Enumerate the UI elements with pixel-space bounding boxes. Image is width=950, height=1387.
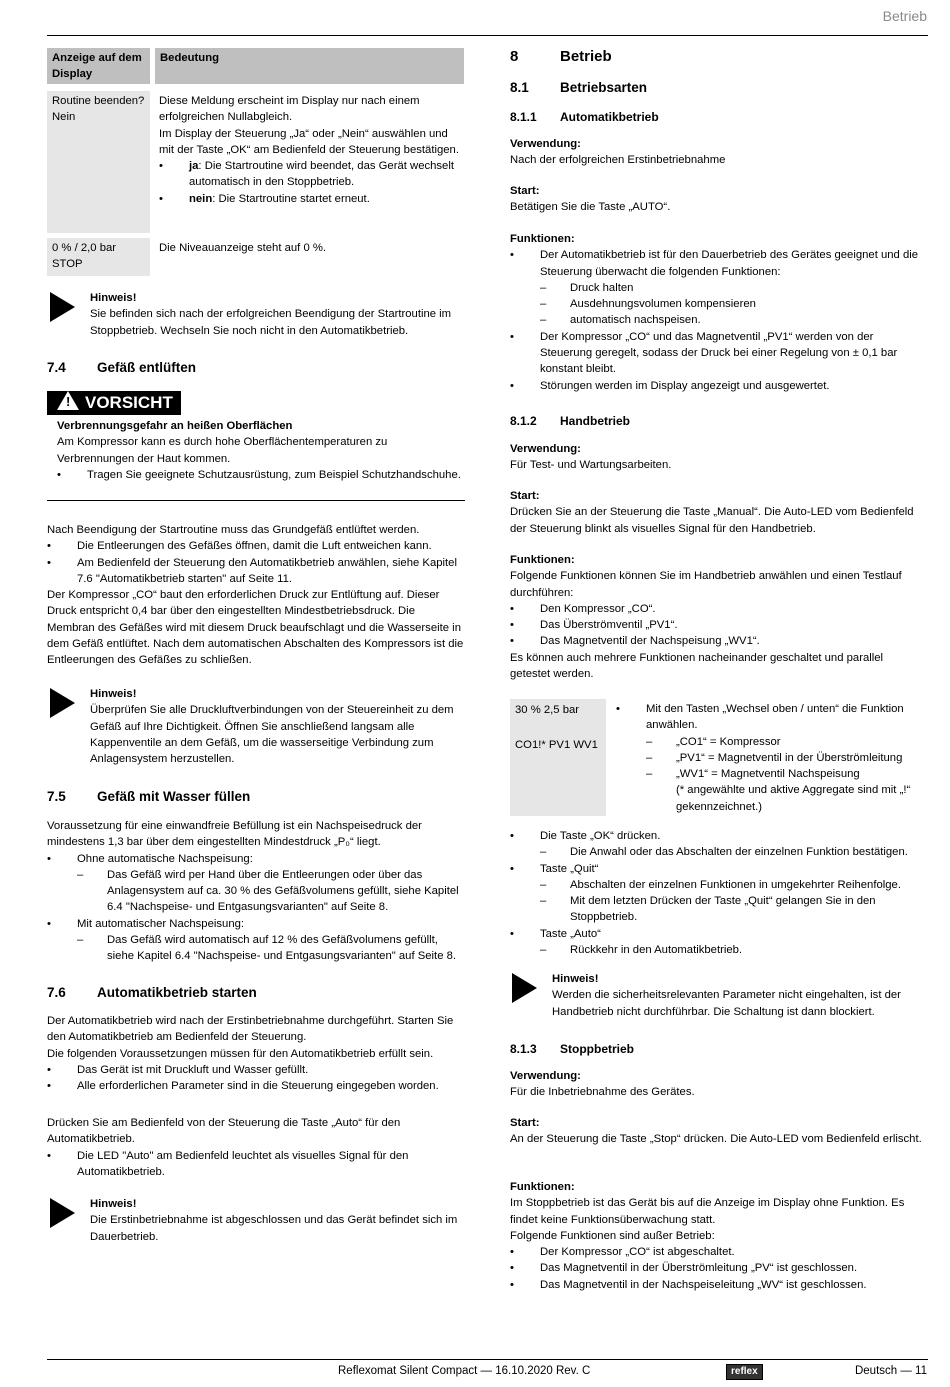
list-item: • Das Magnetventil der Nachspeisung „WV1“. — [510, 633, 924, 649]
section-heading-7-6: 7.6 Automatikbetrieb starten — [47, 985, 257, 1000]
section-heading-8-1: 8.1 Betriebsarten — [510, 80, 648, 95]
manual-functions — [510, 552, 924, 682]
list-item: • Mit den Tasten „Wechsel oben / unten“ die Funktion anwählen. — [616, 701, 922, 734]
label-verwendung: Verwendung: — [510, 1070, 581, 1082]
list-item: • Alle erforderlichen Parameter sind in die Steuerung eingegeben worden. — [47, 1078, 465, 1094]
sub-list-item: – Das Gefäß wird automatisch auf 12 % des Gefäßvolumens gefüllt, siehe Kapitel 6.4 "Nachspeise- und Entgasungsvarianten" auf Seite 8. — [47, 932, 465, 965]
list-item: • Das Gerät ist mit Druckluft und Wasser gefüllt. — [47, 1062, 465, 1078]
paragraph: Für die Inbetriebnahme des Gerätes. — [510, 1086, 695, 1099]
manual-use — [510, 441, 924, 474]
note-arrow-icon — [512, 973, 537, 1003]
list-item: • Der Kompressor „CO“ ist abgeschaltet. — [510, 1244, 924, 1260]
footer-rule — [47, 1359, 928, 1360]
manual-keys — [510, 828, 924, 958]
table-text: Diese Meldung erscheint im Display nur nach einem erfolgreichen Nullabgleich. — [159, 95, 420, 124]
auto-start — [510, 183, 924, 216]
paragraph: Im Stoppbetrieb ist das Gerät bis auf die Anzeige im Display ohne Funktion. Es findet keine Funktionsüberwachung statt. — [510, 1197, 905, 1226]
bold-term: nein — [189, 192, 213, 205]
section-7-6-body — [47, 1013, 465, 1094]
list-item: • Tragen Sie geeignete Schutzausrüstung, zum Beispiel Schutzhandschuhe. — [57, 467, 462, 483]
footer-document: Reflexomat Silent Compact — 16.10.2020 Rev. C — [338, 1365, 591, 1377]
list-item: • Ohne automatische Nachspeisung: — [47, 851, 465, 867]
section-7-4-body — [47, 522, 465, 669]
warning-rule — [47, 500, 465, 501]
label-verwendung: Verwendung: — [510, 443, 581, 455]
list-item: • Die LED "Auto" am Bedienfeld leuchtet als visuelles Signal für den Automatikbetrieb. — [47, 1148, 465, 1181]
list-item: • Der Kompressor „CO“ und das Magnetventil „PV1“ werden von der Steuerung geregelt, sodass der Druck bei einer Regelung von ± 0,1 bar konstant bleibt. — [510, 329, 924, 378]
list-item: • Den Kompressor „CO“. — [510, 601, 924, 617]
stop-functions — [510, 1179, 924, 1293]
paragraph: Für Test- und Wartungsarbeiten. — [510, 459, 672, 472]
paragraph: Drücken Sie am Bedienfeld von der Steuerung die Taste „Auto“ für den Automatikbetrieb. — [47, 1117, 401, 1146]
list-item: • Das Magnetventil in der Überströmleitung „PV“ ist geschlossen. — [510, 1260, 924, 1276]
label-funktionen: Funktionen: — [510, 1181, 575, 1193]
label-funktionen: Funktionen: — [510, 554, 575, 566]
note-title: Hinweis! — [90, 292, 137, 304]
display-box — [510, 699, 606, 816]
auto-functions — [510, 231, 924, 394]
stop-start — [510, 1115, 924, 1148]
note-text: Die Erstinbetriebnahme ist abgeschlossen und das Gerät befindet sich im Dauerbetrieb. — [90, 1214, 458, 1243]
table-text: Im Display der Steuerung „Ja“ oder „Nein“ auswählen und mit der Taste „OK“ am Bedienfeld der Steuerung bestätigen. — [159, 127, 459, 156]
note-arrow-icon — [50, 1198, 75, 1228]
warning-title: Verbrennungsgefahr an heißen Oberflächen — [57, 420, 293, 432]
sub-list-item: – „CO1“ = Kompressor — [616, 734, 922, 750]
section-heading-7-4: 7.4 Gefäß entlüften — [47, 360, 197, 375]
warning-block — [57, 418, 462, 483]
display-explanation — [616, 701, 922, 815]
section-heading-8-1-1: 8.1.1 Automatikbetrieb — [510, 110, 659, 124]
note-arrow-icon — [50, 688, 75, 718]
display-line-2: CO1!* PV1 WV1 — [515, 739, 598, 751]
footnote: (* angewählte und aktive Aggregate sind mit „!“ gekennzeichnet.) — [676, 784, 911, 813]
list-item — [159, 158, 464, 191]
auto-use — [510, 136, 924, 169]
list-item: • Die Entleerungen des Gefäßes öffnen, damit die Luft entweichen kann. — [47, 538, 465, 554]
note-title: Hinweis! — [90, 688, 137, 700]
paragraph: Betätigen Sie die Taste „AUTO“. — [510, 201, 671, 214]
table-header-meaning: Bedeutung — [155, 48, 464, 84]
header-rule — [47, 35, 928, 36]
list-text: : Die Startroutine startet erneut. — [212, 192, 370, 205]
list-item — [159, 191, 464, 207]
table-cell-meaning-2: Die Niveauanzeige steht auf 0 %. — [159, 242, 327, 254]
sub-list-item: – Abschalten der einzelnen Funktionen in umgekehrter Reihenfolge. — [510, 877, 924, 893]
list-item: • Der Automatikbetrieb ist für den Dauerbetrieb des Gerätes geeignet und die Steuerung überwacht die folgenden Funktionen: — [510, 247, 924, 280]
note-text: Werden die sicherheitsrelevanten Parameter nicht eingehalten, ist der Handbetrieb nicht durchführbar. Die Schaltung ist dann blockiert. — [552, 989, 901, 1018]
note-4 — [552, 971, 924, 1020]
note-3 — [90, 1196, 465, 1245]
note-arrow-icon — [50, 292, 75, 322]
table-cell-display-1: Routine beenden? Nein — [47, 91, 150, 233]
note-title: Hinweis! — [90, 1198, 137, 1210]
list-item: • Taste „Quit“ — [510, 861, 924, 877]
warning-text: Am Kompressor kann es durch hohe Oberflächentemperaturen zu Verbrennungen der Haut kommen. — [57, 436, 388, 465]
note-2 — [90, 686, 465, 767]
running-header: Betrieb — [882, 8, 927, 24]
list-item: • Die Taste „OK“ drücken. — [510, 828, 924, 844]
paragraph: Die folgenden Voraussetzungen müssen für den Automatikbetrieb erfüllt sein. — [47, 1047, 434, 1060]
paragraph: Es können auch mehrere Funktionen nacheinander geschaltet und parallel getestet werden. — [510, 651, 884, 681]
list-item: • Das Überströmventil „PV1“. — [510, 617, 924, 633]
bold-term: ja — [189, 160, 199, 173]
brand-logo: reflex — [726, 1364, 763, 1380]
table-cell-display-2: 0 % / 2,0 bar STOP — [47, 238, 150, 276]
sub-list-item: – Die Anwahl oder das Abschalten der einzelnen Funktion bestätigen. — [510, 844, 924, 860]
list-text: : Die Startroutine wird beendet, das Gerät wechselt automatisch in den Stoppbetrieb. — [189, 160, 454, 189]
sub-list-item: – Rückkehr in den Automatikbetrieb. — [510, 942, 924, 958]
note-text: Überprüfen Sie alle Druckluftverbindungen von der Steuereinheit zu dem Gefäß auf Ihre Dichtigkeit. Öffnen Sie anschließend langsam alle Kappenventile an dem Gefäß, um die wasserseitige Verbindung zum Anlagensystem herzustellen. — [90, 704, 454, 766]
paragraph: Folgende Funktionen können Sie im Handbetrieb anwählen und einen Testlauf durchführen: — [510, 570, 902, 599]
footer-page: Deutsch — 11 — [854, 1365, 927, 1377]
label-start: Start: — [510, 185, 540, 197]
manual-start — [510, 488, 924, 537]
sub-list-item: – „PV1“ = Magnetventil in der Überströmleitung — [616, 750, 922, 766]
warning-icon: ! — [57, 391, 79, 410]
sub-list-item: – Das Gefäß wird per Hand über die Entleerungen oder über das Anlagensystem auf ca. 30 % des Gefäßvolumens gefüllt, siehe Kapitel 6.4 "Nachspeise- und Entgasungsvarianten" auf Seite 8. — [47, 867, 465, 916]
section-heading-8-1-3: 8.1.3 Stoppbetrieb — [510, 1042, 634, 1056]
section-heading-7-5: 7.5 Gefäß mit Wasser füllen — [47, 789, 251, 804]
label-verwendung: Verwendung: — [510, 138, 581, 150]
paragraph: Nach Beendigung der Startroutine muss das Grundgefäß entlüftet werden. — [47, 524, 420, 536]
sub-list-item: – Ausdehnungsvolumen kompensieren — [510, 296, 924, 312]
note-1 — [90, 290, 465, 339]
stop-use — [510, 1068, 924, 1101]
list-item: • Mit automatischer Nachspeisung: — [47, 916, 465, 932]
note-title: Hinweis! — [552, 973, 599, 985]
list-item: • Am Bedienfeld der Steuerung den Automatikbetrieb anwählen, siehe Kapitel 7.6 "Automatikbetrieb starten" auf Seite 11. — [47, 555, 465, 588]
section-7-5-body — [47, 818, 465, 965]
table-cell-meaning-1 — [159, 93, 464, 207]
sub-list-item: – Druck halten — [510, 280, 924, 296]
paragraph: Nach der erfolgreichen Erstinbetriebnahme — [510, 154, 726, 167]
section-heading-8-1-2: 8.1.2 Handbetrieb — [510, 414, 631, 428]
label-start: Start: — [510, 490, 540, 502]
list-item: • Das Magnetventil in der Nachspeiseleitung „WV“ ist geschlossen. — [510, 1277, 924, 1293]
sub-list-item: – „WV1“ = Magnetventil Nachspeisung — [616, 766, 922, 782]
table-header-display: Anzeige auf dem Display — [47, 48, 150, 84]
section-7-6-body-2 — [47, 1115, 465, 1180]
sub-list-item: – Mit dem letzten Drücken der Taste „Quit“ gelangen Sie in den Stoppbetrieb. — [510, 893, 924, 926]
paragraph: Der Kompressor „CO“ baut den erforderlichen Druck zur Entlüftung auf. Dieser Druck entspricht 0,4 bar über den eingestellten Mindestbetriebsdruck. Die Membran des Gefäßes wird mit diesem Druck beaufschlagt und die Wasserseite in dem Gefäß entlüftet. Nach dem automatischen Abschalten des Kompressors ist die Entleerungen des Gefäßes zu schließen. — [47, 589, 464, 667]
list-item: • Störungen werden im Display angezeigt und ausgewertet. — [510, 378, 924, 394]
note-text: Sie befinden sich nach der erfolgreichen Beendigung der Startroutine im Stoppbetrieb. Wechseln Sie noch nicht in den Automatikbetrieb. — [90, 308, 452, 337]
paragraph: Folgende Funktionen sind außer Betrieb: — [510, 1229, 715, 1242]
chapter-heading-8: 8 Betrieb — [510, 48, 612, 65]
vorsicht-label: ! VORSICHT — [47, 391, 181, 415]
sub-list-item: – automatisch nachspeisen. — [510, 312, 924, 328]
display-line-1: 30 % 2,5 bar — [515, 704, 580, 716]
paragraph: Drücken Sie an der Steuerung die Taste „Manual“. Die Auto-LED vom Bedienfeld der Steuerung blinkt als visuelles Signal für den Handbetrieb. — [510, 506, 914, 535]
paragraph: Voraussetzung für eine einwandfreie Befüllung ist ein Nachspeisedruck der mindestens 1,3 bar über dem eingestellten Mindestdruck „P₀“ liegt. — [47, 820, 422, 849]
paragraph: Der Automatikbetrieb wird nach der Erstinbetriebnahme durchgeführt. Starten Sie den Automatikbetrieb am Bedienfeld der Steuerung. — [47, 1015, 454, 1044]
label-funktionen: Funktionen: — [510, 233, 575, 245]
paragraph: An der Steuerung die Taste „Stop“ drücken. Die Auto-LED vom Bedienfeld erlischt. — [510, 1133, 922, 1146]
list-item: • Taste „Auto“ — [510, 926, 924, 942]
label-start: Start: — [510, 1117, 540, 1129]
